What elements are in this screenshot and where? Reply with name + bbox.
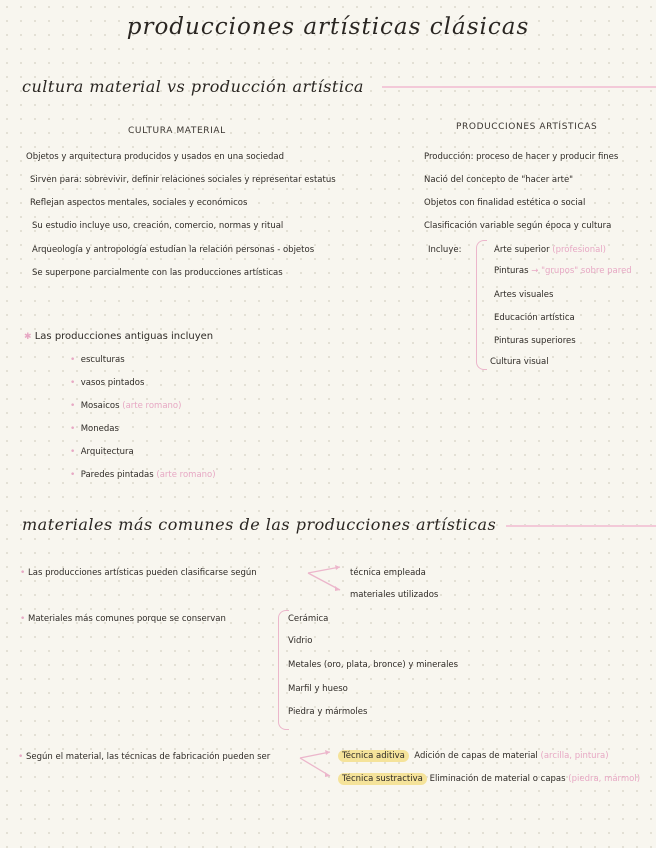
arrowhead-icon <box>325 750 330 755</box>
bullet-icon: • <box>70 355 76 365</box>
section-2-heading: materiales más comunes de las producciones artísticas <box>22 515 497 534</box>
item-text: Pinturas <box>494 266 529 276</box>
arrow-to-tecnica <box>308 567 340 573</box>
row-text: Según el material, las técnicas de fabricación pueden ser <box>26 752 271 762</box>
item-text: Arte superior <box>494 245 550 255</box>
arrow-to-aditiva <box>300 752 330 758</box>
highlight-label: Técnica aditiva <box>338 750 409 762</box>
bullet-icon: • <box>70 424 76 434</box>
list-item: Reflejan aspectos mentales, sociales y económicos <box>30 198 248 208</box>
producciones-artisticas-heading: PRODUCCIONES ARTÍSTICAS <box>456 122 598 132</box>
item-note: (arte romano) <box>122 401 182 411</box>
list-item: Arqueología y antropología estudian la relación personas - objetos <box>32 245 315 255</box>
row-text: Materiales más comunes porque se conservan <box>28 614 226 624</box>
list-item: Nació del concepto de "hacer arte" <box>424 175 574 185</box>
list-item: Pinturas superiores <box>494 336 576 346</box>
item-desc: Adición de capas de material <box>414 751 538 761</box>
item-note: (arcilla, pintura) <box>540 751 609 761</box>
arrowhead-icon <box>335 565 340 570</box>
item-note: (profesional) <box>552 245 606 255</box>
antiguas-heading-text: Las producciones antiguas incluyen <box>34 331 214 342</box>
incluye-label: Incluye: <box>428 245 462 255</box>
item-text: Arquitectura <box>80 447 134 457</box>
list-item: Objetos y arquitectura producidos y usados en una sociedad <box>26 152 284 162</box>
list-item: Educación artística <box>494 313 575 323</box>
list-item: Cerámica <box>288 614 329 624</box>
arrow-icon: → <box>531 266 539 276</box>
row-text: Las producciones artísticas pueden clasificarse según <box>28 568 257 578</box>
item-note: (arte romano) <box>156 470 216 480</box>
asterisk-icon: ✱ <box>24 332 32 342</box>
item-text: esculturas <box>80 355 125 365</box>
item-note: (piedra, mármol) <box>568 774 641 784</box>
list-item: Clasificación variable según época y cultura <box>424 221 612 231</box>
list-item: técnica empleada <box>350 568 426 578</box>
item-desc: Eliminación de material o capas <box>429 774 566 784</box>
list-item: Su estudio incluye uso, creación, comercio, normas y ritual <box>32 221 284 231</box>
list-item: Metales (oro, plata, bronce) y minerales <box>288 660 459 670</box>
list-item: Artes visuales <box>494 290 554 300</box>
bullet-icon: • <box>70 470 76 480</box>
item-note: "grupos" sobre pared <box>541 266 632 276</box>
list-item: Marfil y hueso <box>288 684 348 694</box>
list-item: Piedra y mármoles <box>288 707 368 717</box>
list-item: materiales utilizados <box>350 590 439 600</box>
list-item: Objetos con finalidad estética o social <box>424 198 586 208</box>
bullet-icon: • <box>20 568 26 578</box>
list-item: Vidrio <box>288 636 313 646</box>
materiales-row <box>20 614 226 624</box>
bullet-icon: • <box>70 378 76 388</box>
section-1-heading: cultura material vs producción artística <box>22 77 364 96</box>
highlight-label: Técnica sustractiva <box>338 773 427 785</box>
cultura-material-heading: CULTURA MATERIAL <box>128 126 226 136</box>
bullet-icon: • <box>70 447 76 457</box>
tecnica-aditiva-item <box>338 751 609 761</box>
bullet-icon: • <box>20 614 26 624</box>
item-text: Monedas <box>80 424 119 434</box>
list-item: Cultura visual <box>490 357 549 367</box>
item-text: Paredes pintadas <box>80 470 154 480</box>
list-item: Sirven para: sobrevivir, definir relaciones sociales y representar estatus <box>30 175 336 185</box>
tecnica-sustractiva-item <box>338 774 640 784</box>
tecnicas-row <box>18 752 270 762</box>
list-item: Se superpone parcialmente con las producciones artísticas <box>32 268 283 278</box>
clasificacion-row <box>20 568 257 578</box>
item-text: Mosaicos <box>80 401 120 411</box>
bullet-icon: • <box>18 752 24 762</box>
list-item: Producción: proceso de hacer y producir fines <box>424 152 619 162</box>
bullet-icon: • <box>70 401 76 411</box>
page-title: producciones artísticas clásicas <box>126 14 530 40</box>
item-text: vasos pintados <box>80 378 145 388</box>
